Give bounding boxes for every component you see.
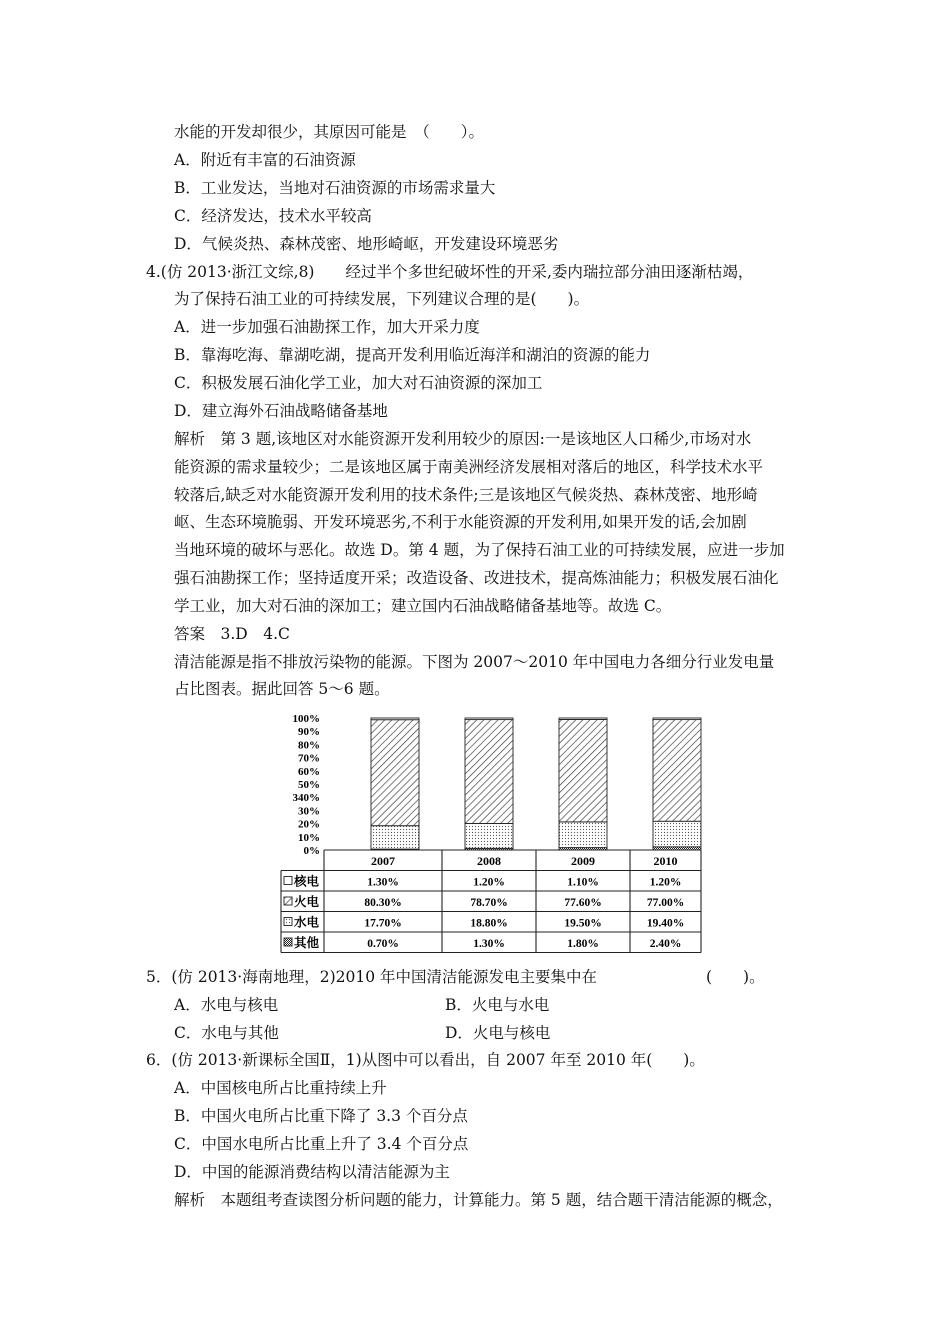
legend-label: 核电 [294,874,320,889]
y-tick-label: 60% [298,765,320,778]
bar-segment-火电 [371,720,419,826]
data-label: 1.20% [473,876,505,889]
q4-option-a: A．进一步加强石油勘探工作，加大开采力度 [174,318,480,336]
answer-line: 答案 3.D 4.C [174,625,290,643]
data-label: 19.40% [646,917,685,930]
data-label: 19.50% [564,917,602,930]
q6-option-d: D．中国的能源消费结构以清洁能源为主 [174,1163,450,1181]
bar-segment-水电 [371,826,419,849]
data-label: 78.70% [470,897,508,909]
legend-swatch-火电 [284,897,292,905]
q3-option-a: A．附近有丰富的石油资源 [174,151,356,169]
q3-option-d: D．气候炎热、森林茂密、地形崎岖，开发建设环境恶劣 [174,235,559,253]
data-label: 1.20% [649,876,682,889]
bar-segment-火电 [465,720,513,824]
category-label: 2007 [371,854,395,868]
y-tick-label: 0% [303,845,320,857]
q4-option-d: D．建立海外石油战略储备基地 [174,402,388,420]
data-label: 77.00% [646,897,685,909]
y-tick-label: 100% [292,713,320,725]
y-tick-label: 10% [298,831,320,844]
bar-segment-水电 [465,823,513,848]
data-label: 18.80% [470,917,508,930]
q6-stem: 6．(仿 2013·新课标全国Ⅱ，1)从图中可以看出，自 2007 年至 2010 年( )。 [146,1051,705,1069]
q5-option-a: A．水电与核电 [174,996,279,1014]
q4-stem-line2: 为了保持石油工业的可持续发展，下列建议合理的是( )。 [174,290,590,308]
legend-swatch-水电 [284,918,292,926]
category-label: 2010 [653,854,678,868]
data-label: 1.30% [473,938,505,950]
y-tick-label: 90% [298,726,320,739]
q3-stem: 水能的开发却很少，其原因可能是 （ ）。 [174,123,485,141]
q5-bracket: ( )。 [706,968,765,986]
data-label: 80.30% [364,897,402,909]
bar-segment-核电 [371,718,419,720]
y-tick-label: 50% [298,779,320,791]
legend-label: 水电 [294,915,320,930]
q4-stem-line1: 4.(仿 2013·浙江文综,8) 经过半个多世纪破坏性的开采,委内瑞拉部分油田逐渐枯竭， [146,263,754,281]
legend-swatch-其他 [284,938,292,946]
bar-segment-火电 [653,720,701,822]
bar-segment-核电 [653,718,701,720]
y-tick-label: 340% [292,792,320,805]
bar-segment-核电 [465,718,513,720]
data-label: 2.40% [649,938,682,950]
q6-option-c: C．中国水电所占比重上升了 3.4 个百分点 [174,1135,469,1153]
data-label: 1.10% [567,876,599,889]
analysis-line: 强石油勘探工作；坚持适度开采；改造设备、改进技术，提高炼油能力；积极发展石油化 [174,569,779,587]
analysis-line: 能资源的需求量较少；二是该地区属于南美洲经济发展相对落后的地区，科学技术水平 [174,458,764,476]
data-label: 0.70% [367,938,399,950]
bar-segment-水电 [559,822,607,848]
legend-label: 其他 [294,936,320,950]
analysis-line: 解析 第 3 题,该地区对水能资源开发利用较少的原因:一是该地区人口稀少,市场对水 [174,430,752,448]
data-label: 17.70% [364,917,402,930]
intro-line: 占比图表。据此回答 5～6 题。 [174,680,390,698]
analysis-line: 岖、生态环境脆弱、开发环境恶劣,不利于水能资源的开发利用,如果开发的话,会加剧 [174,513,747,531]
q3-option-b: B．工业发达，当地对石油资源的市场需求量大 [174,179,496,197]
q5-option-d: D．火电与核电 [445,1024,551,1042]
power-share-chart [276,708,706,956]
q5-stem: 5．(仿 2013·海南地理，2)2010 年中国清洁能源发电主要集中在 [146,968,597,986]
analysis-line: 学工业，加大对石油的深加工；建立国内石油战略储备基地等。故选 C。 [174,597,672,615]
q6-option-b: B．中国火电所占比重下降了 3.3 个百分点 [174,1107,468,1125]
q4-option-b: B．靠海吃海、靠湖吃湖，提高开发利用临近海洋和湖泊的资源的能力 [174,346,651,364]
analysis-line: 较落后,缺乏对水能资源开发利用的技术条件;三是该地区气候炎热、森林茂密、地形崎 [174,486,758,504]
y-tick-label: 70% [298,752,320,765]
q5-option-c: C．水电与其他 [174,1024,279,1042]
intro-line: 清洁能源是指不排放污染物的能源。下图为 2007～2010 年中国电力各细分行业发电量 [174,653,775,671]
q6-option-a: A．中国核电所占比重持续上升 [174,1079,387,1097]
legend-swatch-核电 [284,877,292,885]
y-tick-label: 80% [298,739,320,752]
y-tick-label: 30% [298,805,320,818]
data-label: 1.80% [567,938,599,950]
bar-segment-火电 [559,719,607,821]
analysis2-line: 解析 本题组考查读图分析问题的能力，计算能力。第 5 题，结合题干清洁能源的概念， [174,1191,783,1209]
q4-option-c: C．积极发展石油化学工业，加大对石油资源的深加工 [174,374,543,392]
category-label: 2009 [571,854,595,868]
analysis-line: 当地环境的破坏与恶化。故选 D。第 4 题，为了保持石油工业的可持续发展，应进一步加 [174,541,785,559]
q5-option-b: B．火电与水电 [445,996,550,1014]
bar-segment-核电 [559,718,607,719]
y-tick-label: 20% [298,818,320,831]
q3-option-c: C．经济发达，技术水平较高 [174,207,372,225]
data-label: 1.30% [367,876,399,889]
category-label: 2008 [477,854,501,868]
data-label: 77.60% [564,897,602,909]
bar-segment-水电 [653,821,701,847]
legend-label: 火电 [294,895,320,909]
